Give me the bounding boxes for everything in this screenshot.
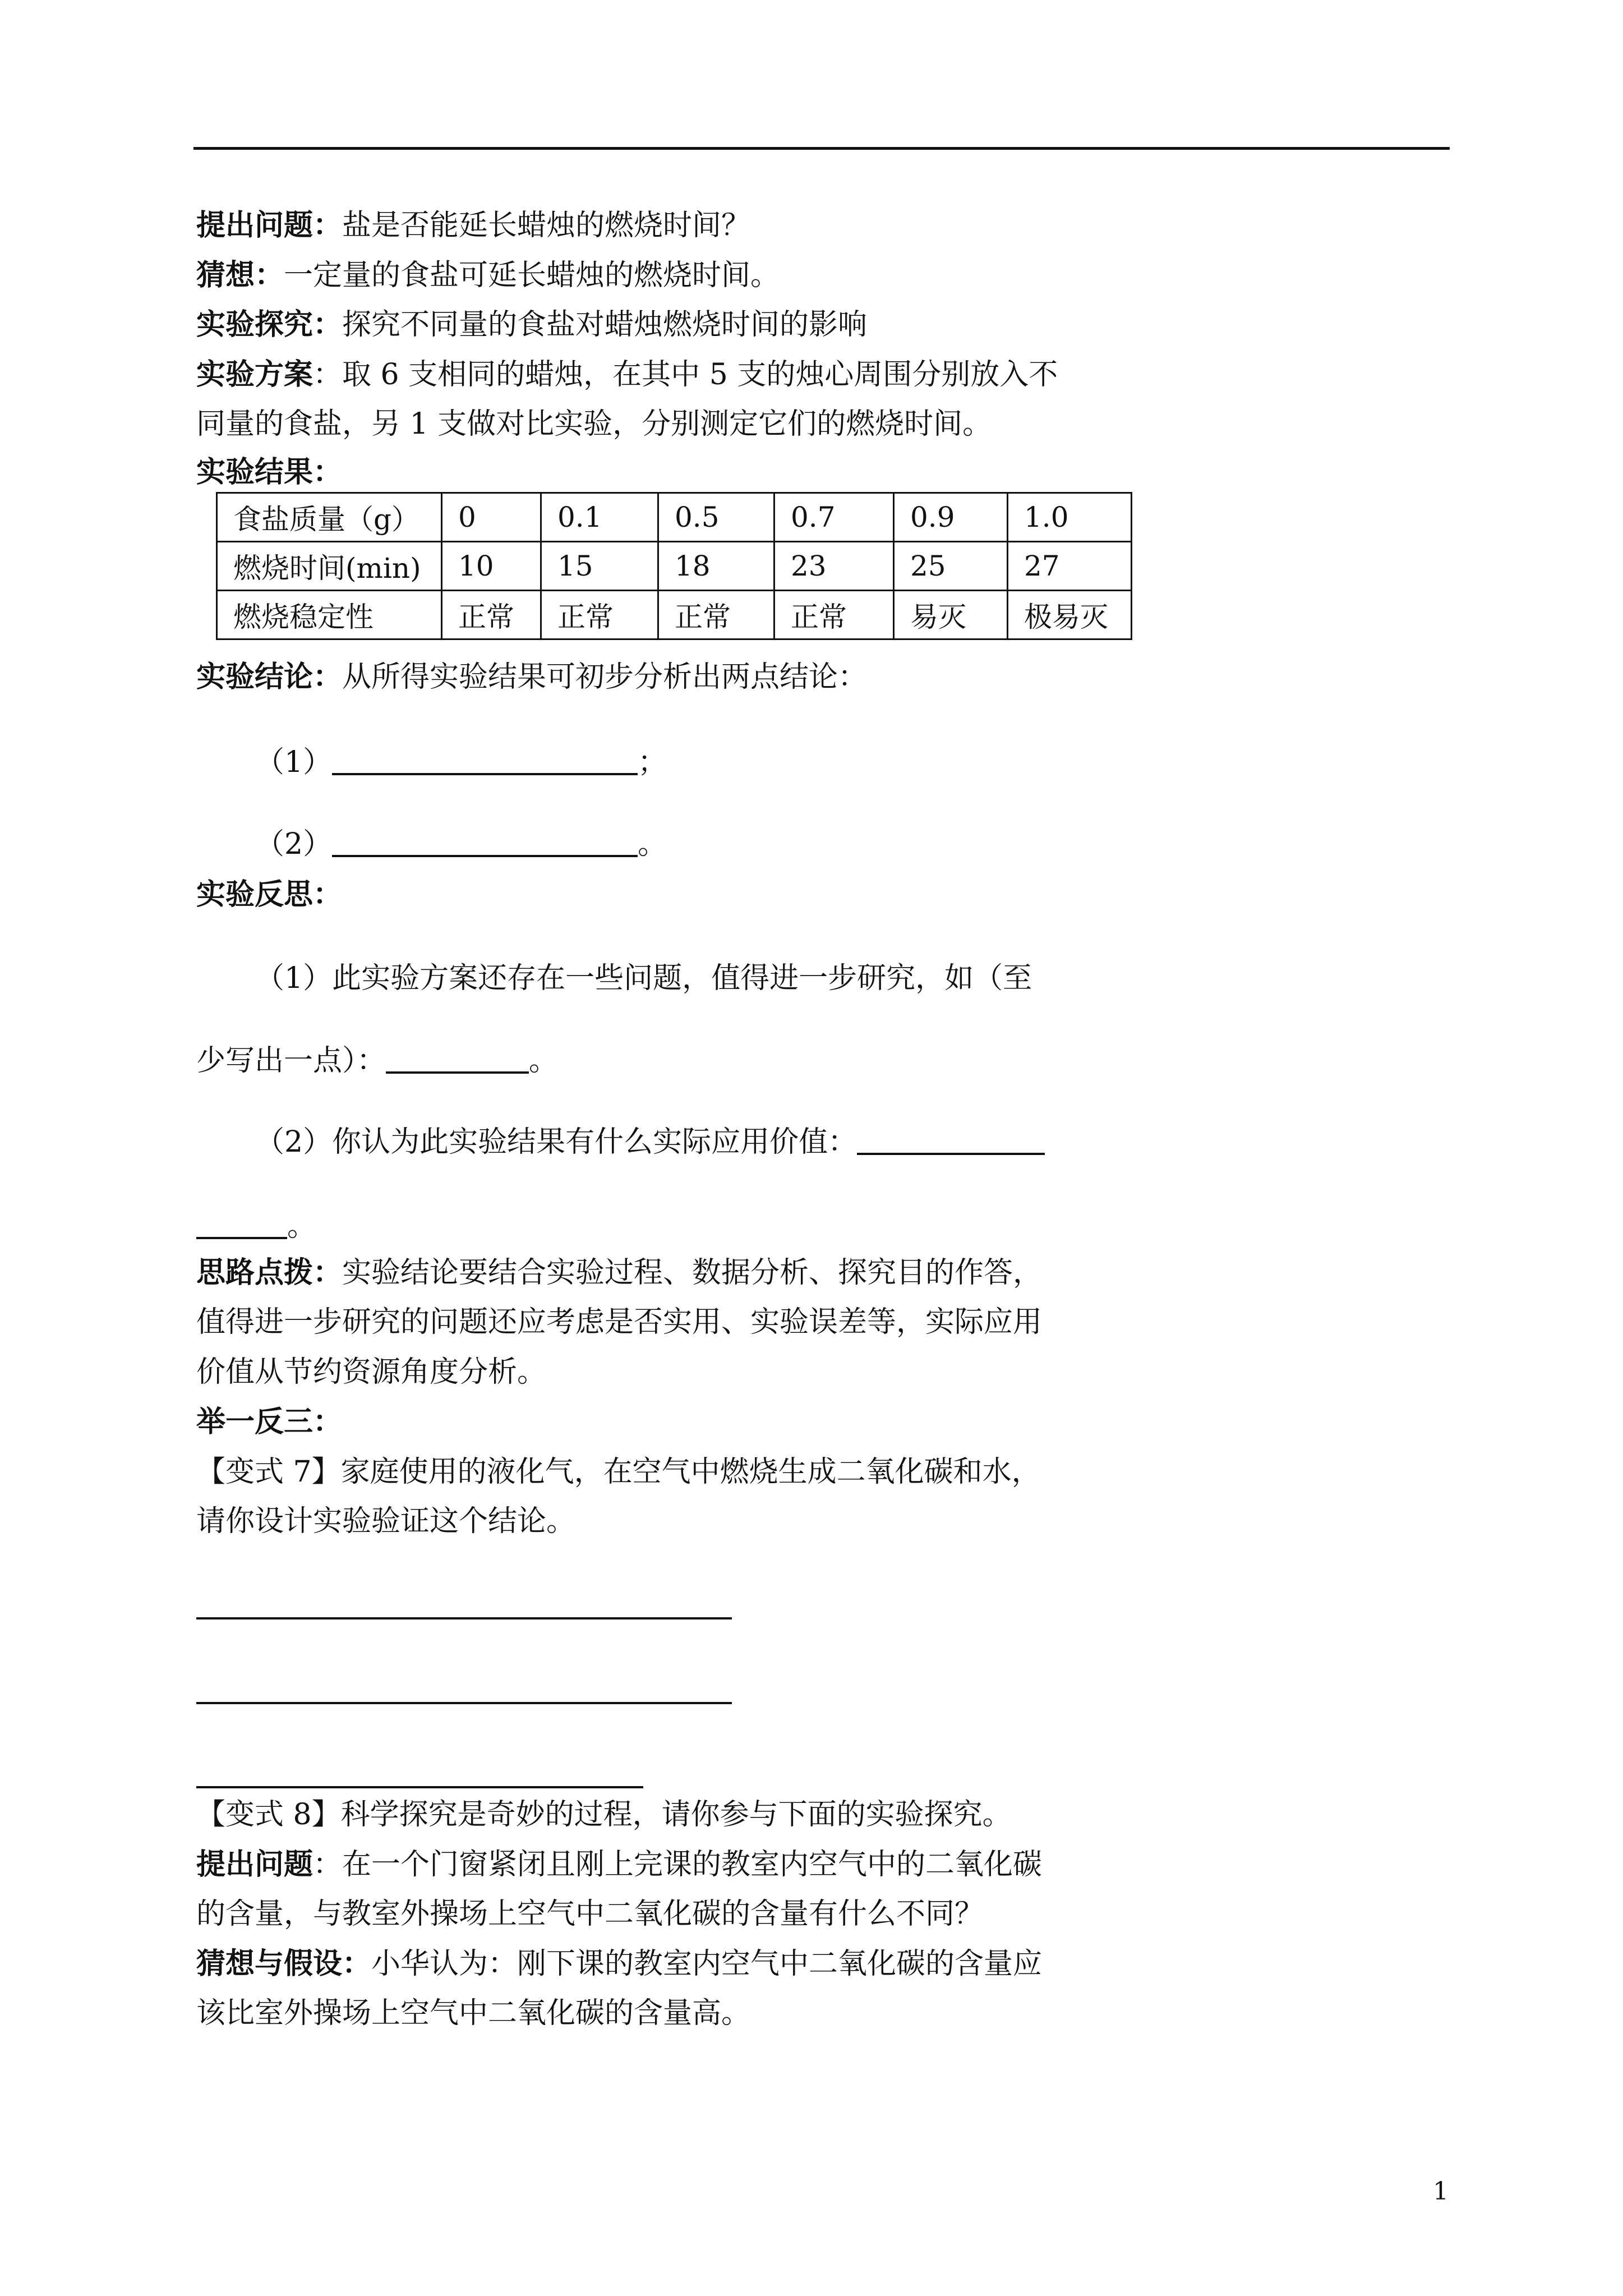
header-rule [193, 147, 1450, 150]
plan-line-1 [196, 357, 1058, 393]
reflect-1 [255, 960, 1032, 996]
guess-label: 猜想： [196, 258, 284, 292]
variant8-problem-text-2: 的含量，与教室外操场上空气中二氧化碳的含量有什么不同？ [196, 1897, 984, 1931]
conclusion-2-suffix: 。 [638, 827, 667, 861]
conclusion-line [196, 659, 867, 695]
variant8-problem-text-1: ：在一个门窗紧闭且刚上完课的教室内空气中的二氧化碳 [313, 1848, 1043, 1881]
table-cell: 0.1 [541, 493, 658, 542]
table-row [217, 493, 1132, 542]
result-line [196, 454, 342, 490]
table-cell: 正常 [541, 591, 658, 639]
variant8-problem-line-2 [196, 1896, 984, 1932]
explore-text: 探究不同量的食盐对蜡烛燃烧时间的影响 [342, 308, 868, 342]
table-cell: 15 [541, 542, 658, 591]
table-cell: 正常 [658, 591, 774, 639]
table-cell: 燃烧时间(min) [217, 542, 442, 591]
table-cell: 食盐质量（g） [217, 493, 442, 542]
reflect-2 [255, 1124, 1045, 1160]
reflect-2-suffix: 。 [287, 1209, 317, 1243]
conclusion-1 [255, 744, 667, 780]
variant8-hypo-label: 猜想与假设： [196, 1947, 372, 1981]
variant7-line-1 [196, 1454, 1041, 1490]
problem-label: 提出问题： [196, 208, 343, 242]
table-cell: 极易灭 [1008, 591, 1132, 639]
conclusion-1-prefix: （1） [255, 746, 333, 779]
conclusion-2-prefix: （2） [255, 827, 333, 861]
table-row [217, 542, 1132, 591]
hint-line-2 [196, 1304, 1042, 1340]
analogy-label: 举一反三： [196, 1405, 343, 1439]
guess-line [196, 257, 780, 293]
reflect-2-cont [196, 1208, 316, 1244]
conclusion-label: 实验结论： [196, 660, 343, 694]
answer-blank[interactable] [196, 1208, 287, 1239]
answer-line[interactable] [196, 1702, 732, 1704]
problem-text: 盐是否能延长蜡烛的燃烧时间？ [342, 209, 751, 242]
explore-line [196, 307, 867, 343]
result-label: 实验结果： [196, 455, 343, 489]
table-cell: 正常 [442, 591, 541, 639]
answer-blank[interactable] [332, 744, 638, 775]
analogy-line [196, 1404, 342, 1440]
variant8-hypo-line-2 [196, 1995, 750, 2031]
table-cell: 易灭 [894, 591, 1008, 639]
table-cell: 0.5 [658, 493, 774, 542]
plan-text-1: ：取 6 支相同的蜡烛，在其中 5 支的烛心周围分别放入不 [313, 358, 1058, 392]
reflect-line [196, 877, 342, 913]
hint-text-1: 实验结论要结合实验过程、数据分析、探究目的作答， [342, 1256, 1043, 1290]
problem-line [196, 208, 750, 243]
reflect-1-text: （1）此实验方案还存在一些问题，值得进一步研究，如（至 [255, 961, 1032, 995]
table-cell: 25 [894, 542, 1008, 591]
table-cell: 正常 [774, 591, 894, 639]
table-cell: 0.7 [774, 493, 894, 542]
table-cell: 燃烧稳定性 [217, 591, 442, 639]
variant8-hypo-text-2: 该比室外操场上空气中二氧化碳的含量高。 [196, 1996, 751, 2030]
reflect-1-suffix: 。 [529, 1044, 559, 1078]
variant8-problem-label: 提出问题 [196, 1847, 313, 1881]
answer-blank[interactable] [386, 1042, 529, 1074]
table-cell: 23 [774, 542, 894, 591]
conclusion-2 [255, 826, 667, 862]
answer-line[interactable] [196, 1786, 643, 1788]
variant7-line-2 [196, 1503, 575, 1539]
hint-line-3 [196, 1354, 546, 1390]
variant7-label: 【变式 7】 [196, 1455, 341, 1489]
variant8-text: 科学探究是奇妙的过程，请你参与下面的实验探究。 [340, 1798, 1012, 1832]
variant8-problem-line-1 [196, 1847, 1042, 1883]
variant7-text-2: 请你设计实验验证这个结论。 [196, 1504, 576, 1538]
table-cell: 1.0 [1008, 493, 1132, 542]
page-number: 1 [1433, 2177, 1449, 2206]
conclusion-text: 从所得实验结果可初步分析出两点结论： [342, 660, 868, 694]
plan-label: 实验方案 [196, 357, 313, 392]
table-row [217, 591, 1132, 639]
reflect-1-cont-text: 少写出一点）： [196, 1044, 386, 1078]
results-table [216, 492, 1132, 640]
explore-label: 实验探究： [196, 307, 343, 342]
hint-label: 思路点拨： [196, 1255, 343, 1290]
hint-text-3: 价值从节约资源角度分析。 [196, 1355, 547, 1389]
variant8-hypo-line-1 [196, 1946, 1042, 1982]
variant8-hypo-text-1: 小华认为：刚下课的教室内空气中二氧化碳的含量应 [371, 1947, 1043, 1981]
hint-line-1 [196, 1255, 1042, 1291]
reflect-label: 实验反思： [196, 877, 343, 912]
variant8-label: 【变式 8】 [196, 1798, 341, 1832]
hint-text-2: 值得进一步研究的问题还应考虑是否实用、实验误差等，实际应用 [196, 1305, 1043, 1339]
table-cell: 18 [658, 542, 774, 591]
variant8-line [196, 1797, 1012, 1833]
variant7-text-1: 家庭使用的液化气，在空气中燃烧生成二氧化碳和水， [340, 1455, 1041, 1489]
plan-line-2 [196, 406, 992, 442]
conclusion-1-suffix: ； [638, 746, 667, 779]
table-cell: 0 [442, 493, 541, 542]
reflect-1-cont [196, 1042, 558, 1079]
table-cell: 10 [442, 542, 541, 591]
table-cell: 0.9 [894, 493, 1008, 542]
answer-blank[interactable] [332, 826, 638, 857]
guess-text: 一定量的食盐可延长蜡烛的燃烧时间。 [284, 259, 780, 292]
table-cell: 27 [1008, 542, 1132, 591]
reflect-2-text: （2）你认为此实验结果有什么实际应用价值： [255, 1125, 857, 1159]
answer-blank[interactable] [857, 1124, 1045, 1155]
answer-line[interactable] [196, 1617, 732, 1619]
plan-text-2: 同量的食盐，另 1 支做对比实验，分别测定它们的燃烧时间。 [196, 407, 992, 441]
